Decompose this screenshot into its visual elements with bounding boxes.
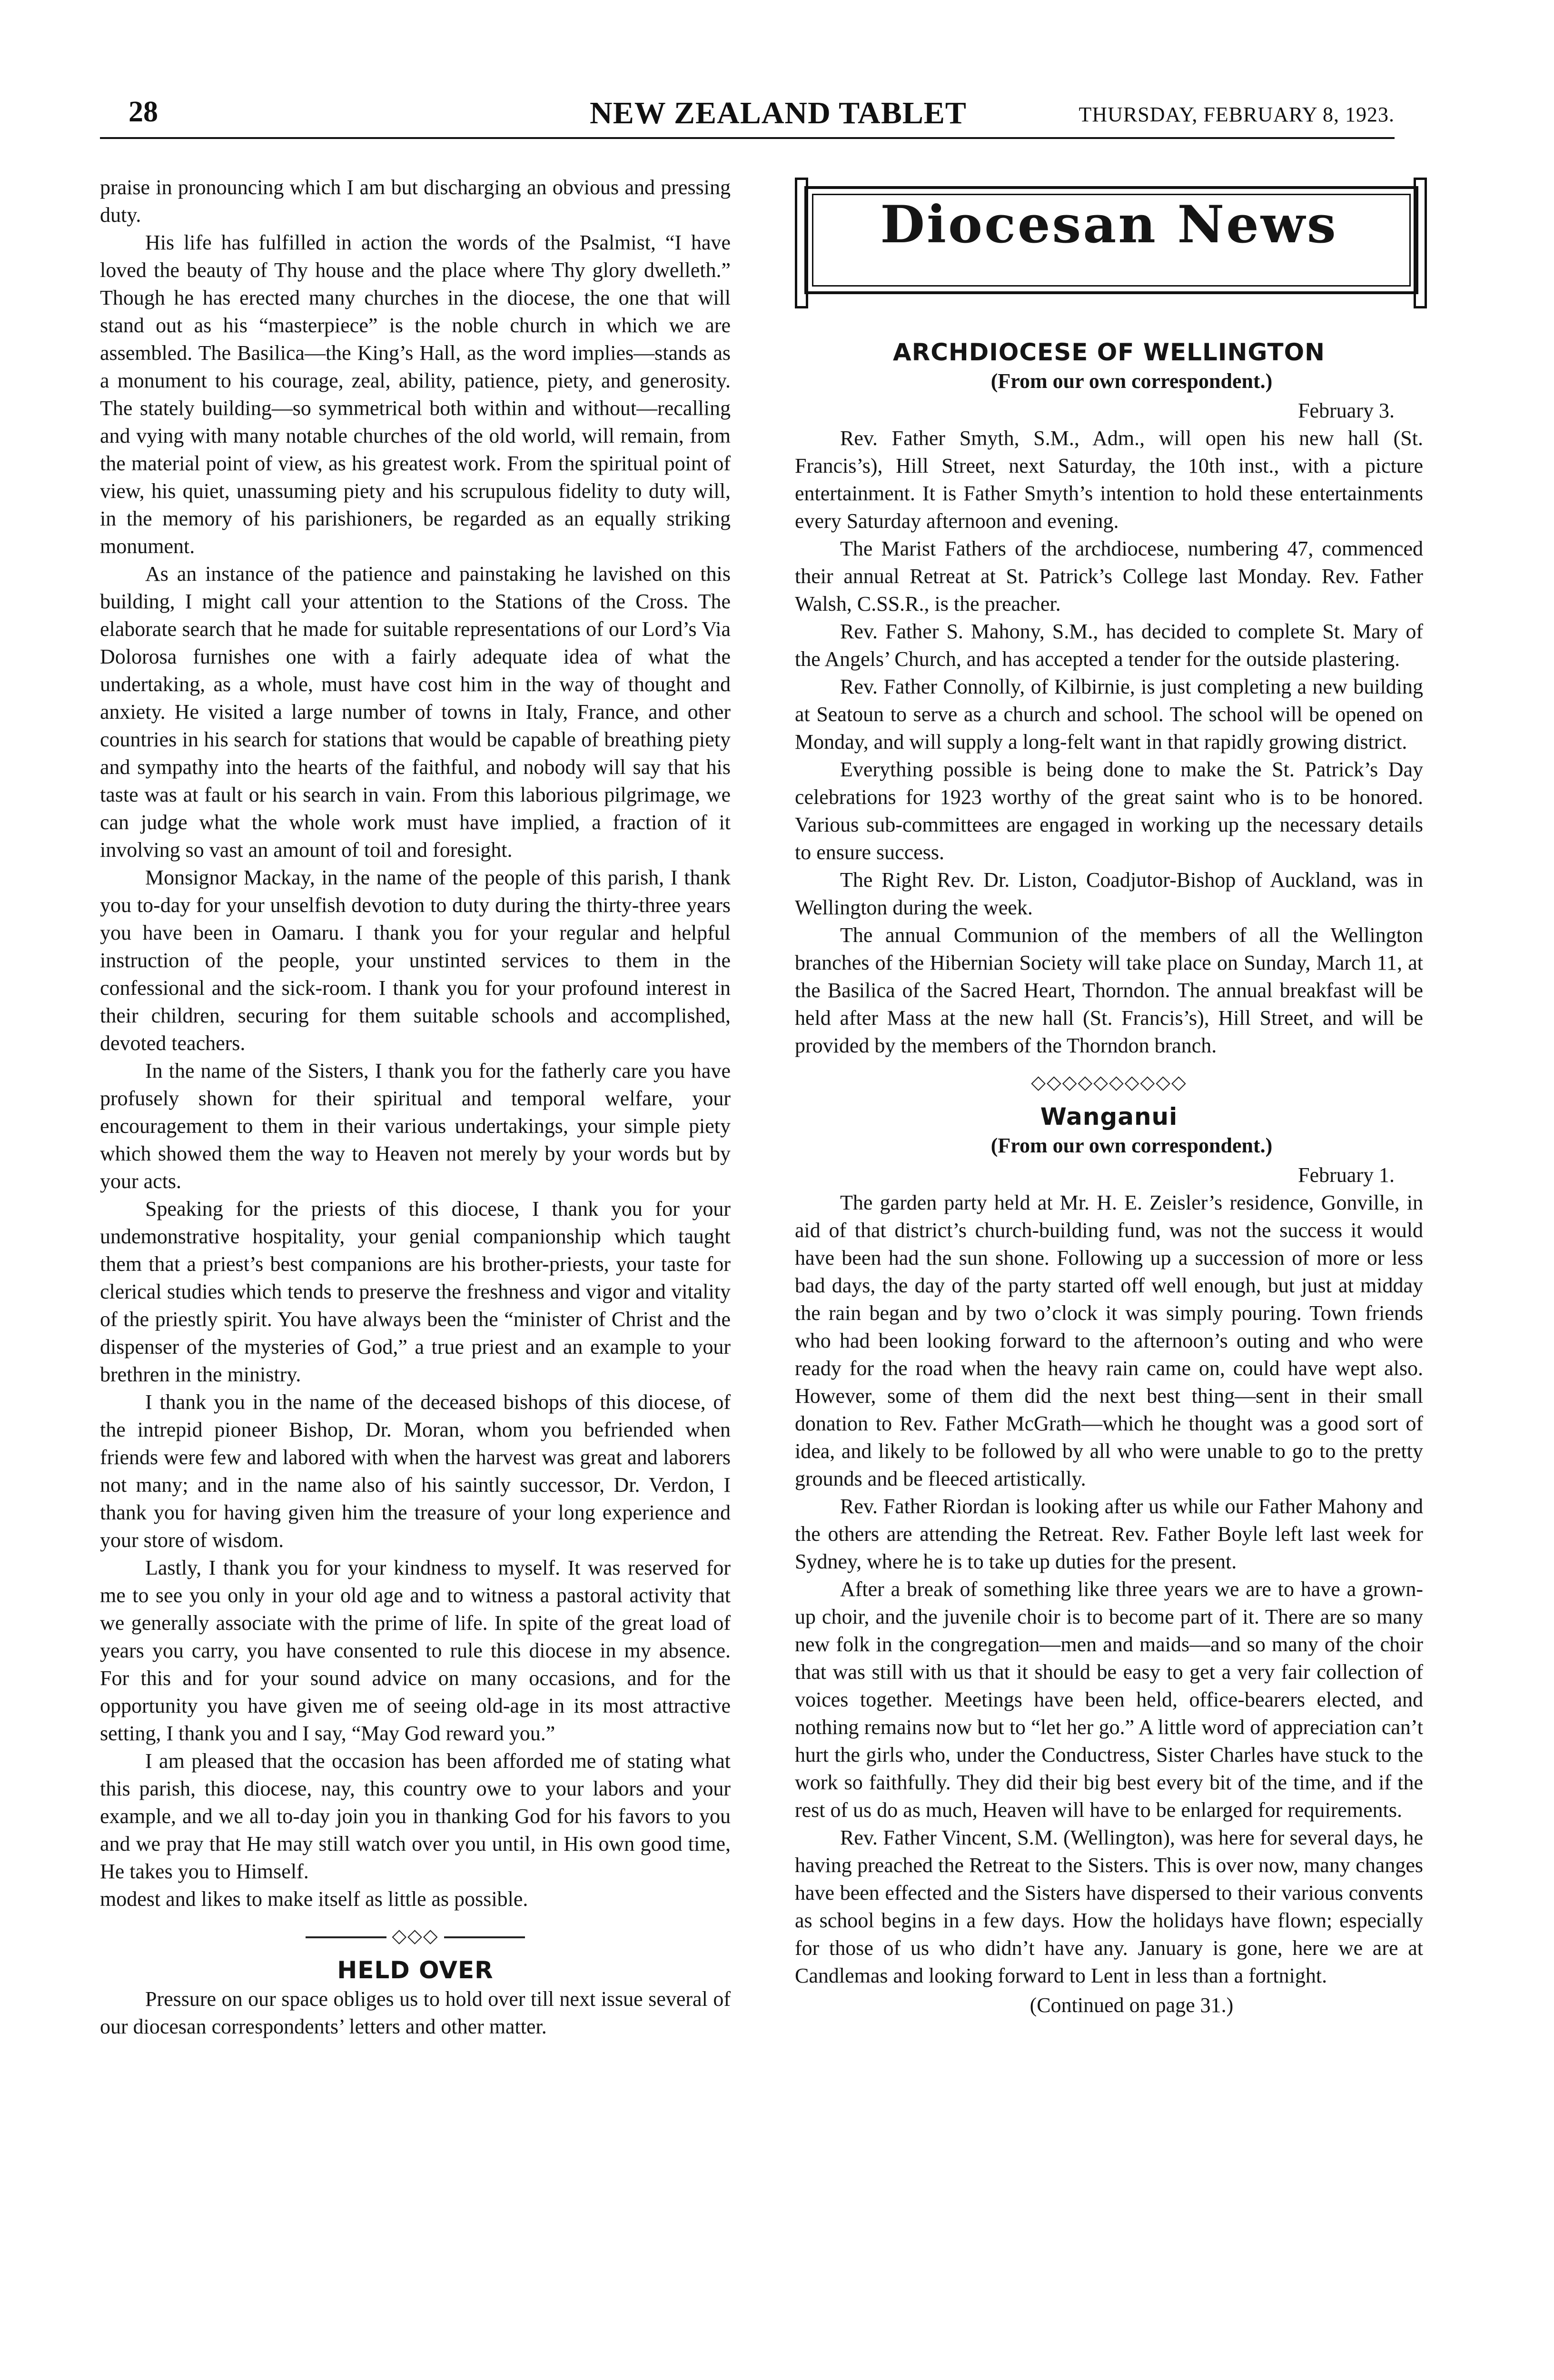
wellington-dateline: February 3. — [1298, 399, 1395, 422]
banner-title: Diocesan News — [880, 195, 1338, 255]
held-over-text: Pressure on our space obliges us to hold over till next issue several of our diocesan correspondents’ letters and other matter. — [100, 1987, 731, 2038]
wanganui-subheading: (From our own correspondent.) — [990, 1134, 1273, 1157]
paragraph: I thank you in the name of the deceased bishops of this diocese, of the intrepid pioneer Bishop, Dr. Moran, whom you befriended when friends were few and labored with when the harvest was great and laborers not many; and in the name also of his saintly successor, Dr. Verdon, I thank you for having given him the treasure of your long experience and your store of wisdom. — [100, 1390, 731, 1552]
diamond-ornament-icon: ◇◇◇ — [392, 1925, 439, 1946]
page-number: 28 — [129, 96, 158, 128]
header-rule — [100, 137, 1395, 139]
paragraph: Rev. Father Connolly, of Kilbirnie, is just completing a new building at Seatoun to serve as a church and school. The school will be opened on Monday, and will supply a long-felt want in that rapidly growing district. — [795, 675, 1423, 754]
paragraph: In the name of the Sisters, I thank you for the fatherly care you have profusely shown for their spiritual and temporal welfare, your encouragement to them in their various undertakings, your simple piety which showed them the way to Heaven not merely by your words but by your acts. — [100, 1059, 731, 1193]
section-ornament — [100, 1922, 731, 1949]
paragraph: After a break of something like three years we are to have a grown-up choir, and the juvenile choir is to become part of it. There are so many new folk in the congregation—men and maids—and so many of the choir that was still with us that it should be easy to get a very fair collection of voices together. Meetings have been held, office-bearers elected, and nothing remains now but to “let her go.” A little word of appreciation can’t hurt the girls who, under the Conductress, Sister Charles have stuck to the work so faithfully. They did their big best every bit of the time, and if the rest of us do as much, Heaven will have to be enlarged for requirements. — [795, 1577, 1423, 1822]
held-over-heading: HELD OVER — [337, 1956, 494, 1984]
wanganui-heading: Wanganui — [1040, 1103, 1178, 1130]
paragraph: I am pleased that the occasion has been afforded me of stating what this parish, this diocese, nay, this country owe to your labors and your example, and we all to-day join you in thanking God for his favors to you and we pray that He may still watch over you until, in His own good time, He takes you to Himself. — [100, 1749, 731, 1883]
section-divider — [795, 1068, 1423, 1096]
paragraph: His life has fulfilled in action the words of the Psalmist, “I have loved the beauty of Thy house and the place where Thy glory dwelleth.” Though he has erected many churches in the diocese, the one that will stand out as his “masterpiece” is the noble church in which we are assembled. The Basilica—the King’s Hall, as the word implies—stands as a monument to his courage, zeal, ability, patience, piety, and generosity. The stately building—so symmetrical both within and without—recalling and vying with many notable churches of the old world, will remain, from the material point of view, as his greatest work. From the spiritual point of view, his quiet, unassuming piety and his scrupulous fidelity to duty will, in the memory of his parishioners, be regarded as an equally striking monument. — [100, 231, 731, 558]
diocesan-news-banner — [795, 178, 1423, 308]
diamond-divider-icon: ◇◇◇◇◇◇◇◇◇◇ — [1031, 1071, 1187, 1093]
paragraph: Speaking for the priests of this diocese, I thank you for your undemonstrative hospitality, your genial companionship which taught them that a priest’s best companions are his brother-priests, your taste for clerical studies which tends to preserve the freshness and vigor and vitality of the priestly spirit. You have always been the “minister of Christ and the dispenser of the mysteries of God,” a true priest and an example to your brethren in the ministry. — [100, 1197, 731, 1386]
paragraph: Rev. Father Smyth, S.M., Adm., will open his new hall (St. Francis’s), Hill Street, next Saturday, the 10th inst., with a picture entertainment. It is Father Smyth’s intention to hold these entertainments every Saturday afternoon and evening. — [795, 426, 1423, 533]
paper-title: NEW ZEALAND TABLET — [590, 96, 967, 130]
continued-note: (Continued on page 31.) — [1029, 1993, 1234, 2017]
issue-date: THURSDAY, FEBRUARY 8, 1923. — [1079, 103, 1395, 126]
paragraph: Rev. Father Riordan is looking after us while our Father Mahony and the others are attending the Retreat. Rev. Father Boyle left last week for Sydney, where he is to take up duties for the present. — [795, 1495, 1423, 1573]
paragraph: praise in pronouncing which I am but discharging an obvious and pressing duty. — [100, 176, 731, 227]
wanganui-dateline: February 1. — [1298, 1163, 1395, 1187]
right-column — [795, 174, 1423, 2019]
paragraph: The Right Rev. Dr. Liston, Coadjutor-Bishop of Auckland, was in Wellington during the week. — [795, 868, 1423, 919]
paragraph: Monsignor Mackay, in the name of the people of this parish, I thank you to-day for your unselfish devotion to duty during the thirty-three years you have been in Oamaru. I thank you for your regular and helpful instruction of the people, your unstinted services to them in the confessional and the sick-room. I thank you for your profound interest in their children, securing for them suitable schools and accomplished, devoted teachers. — [100, 866, 731, 1055]
paragraph: The Marist Fathers of the archdiocese, numbering 47, commenced their annual Retreat at St. Patrick’s College last Monday. Rev. Father Walsh, C.SS.R., is the preacher. — [795, 537, 1423, 615]
wellington-subheading: (From our own correspondent.) — [990, 369, 1273, 393]
paragraph: modest and likes to make itself as little as possible. — [100, 1887, 528, 1911]
paragraph: The annual Communion of the members of all the Wellington branches of the Hibernian Society will take place on Sunday, March 11, at the Basilica of the Sacred Heart, Thorndon. The annual breakfast will be held after Mass at the new hall (St. Francis’s), Hill Street, and will be provided by the members of the Thorndon branch. — [795, 923, 1423, 1057]
masthead — [100, 90, 1456, 133]
paragraph: As an instance of the patience and painstaking he lavished on this building, I might call your attention to the Stations of the Cross. The elaborate search that he made for suitable representations of our Lord’s Via Dolorosa furnishes one with a fairly adequate idea of what the undertaking, as a whole, must have cost him in the way of thought and anxiety. He visited a large number of towns in Italy, France, and other countries in his search for stations that would be capable of breathing piety and sympathy into the hearts of the faithful, and nobody will say that his taste was at fault or his search in vain. From this laborious pilgrimage, we can judge what the whole work must have implied, a fraction of it involving so vast an amount of toil and foresight. — [100, 562, 731, 862]
left-column — [100, 174, 731, 2041]
paragraph: Everything possible is being done to make the St. Patrick’s Day celebrations for 1923 worthy of the great saint who is to be honored. Various sub-committees are engaged in working up the necessary details to ensure success. — [795, 758, 1423, 864]
wellington-heading: ARCHDIOCESE OF WELLINGTON — [893, 338, 1325, 366]
paragraph: Lastly, I thank you for your kindness to myself. It was reserved for me to see you only in your old age and to witness a pastoral activity that we generally associate with the prime of life. In spite of the great load of years you carry, you have consented to rule this diocese in my absence. For this and for your sound advice on many occasions, and for the opportunity you have given me of seeing old-age in its most attractive setting, I thank you and I say, “May God reward you.” — [100, 1556, 731, 1745]
paragraph: Rev. Father Vincent, S.M. (Wellington), was here for several days, he having preached the Retreat to the Sisters. This is over now, many changes have been effected and the Sisters have dispersed to their various convents as school begins in a few days. How the holidays have flown; especially for those of us who didn’t have any. January is gone, here we are at Candlemas and looking forward to Lent in less than a fortnight. — [795, 1826, 1423, 1987]
paragraph: Rev. Father S. Mahony, S.M., has decided to complete St. Mary of the Angels’ Church, and has accepted a tender for the outside plastering. — [795, 620, 1423, 671]
paragraph: The garden party held at Mr. H. E. Zeisler’s residence, Gonville, in aid of that district’s church-building fund, was not the success it would have been had the sun shone. Following up a succession of more or less bad days, the day of the party started off well enough, but just at midday the rain began and by two o’clock it was simply pouring. Town friends who had been looking forward to the afternoon’s outing and who were ready for the road when the heavy rain came on, could have wept also. However, some of them did the next best thing—sent in their small donation to Rev. Father McGrath—which he thought was a good sort of idea, and likely to be followed by all who were unable to go to the pretty grounds and be fleeced artistically. — [795, 1191, 1423, 1490]
